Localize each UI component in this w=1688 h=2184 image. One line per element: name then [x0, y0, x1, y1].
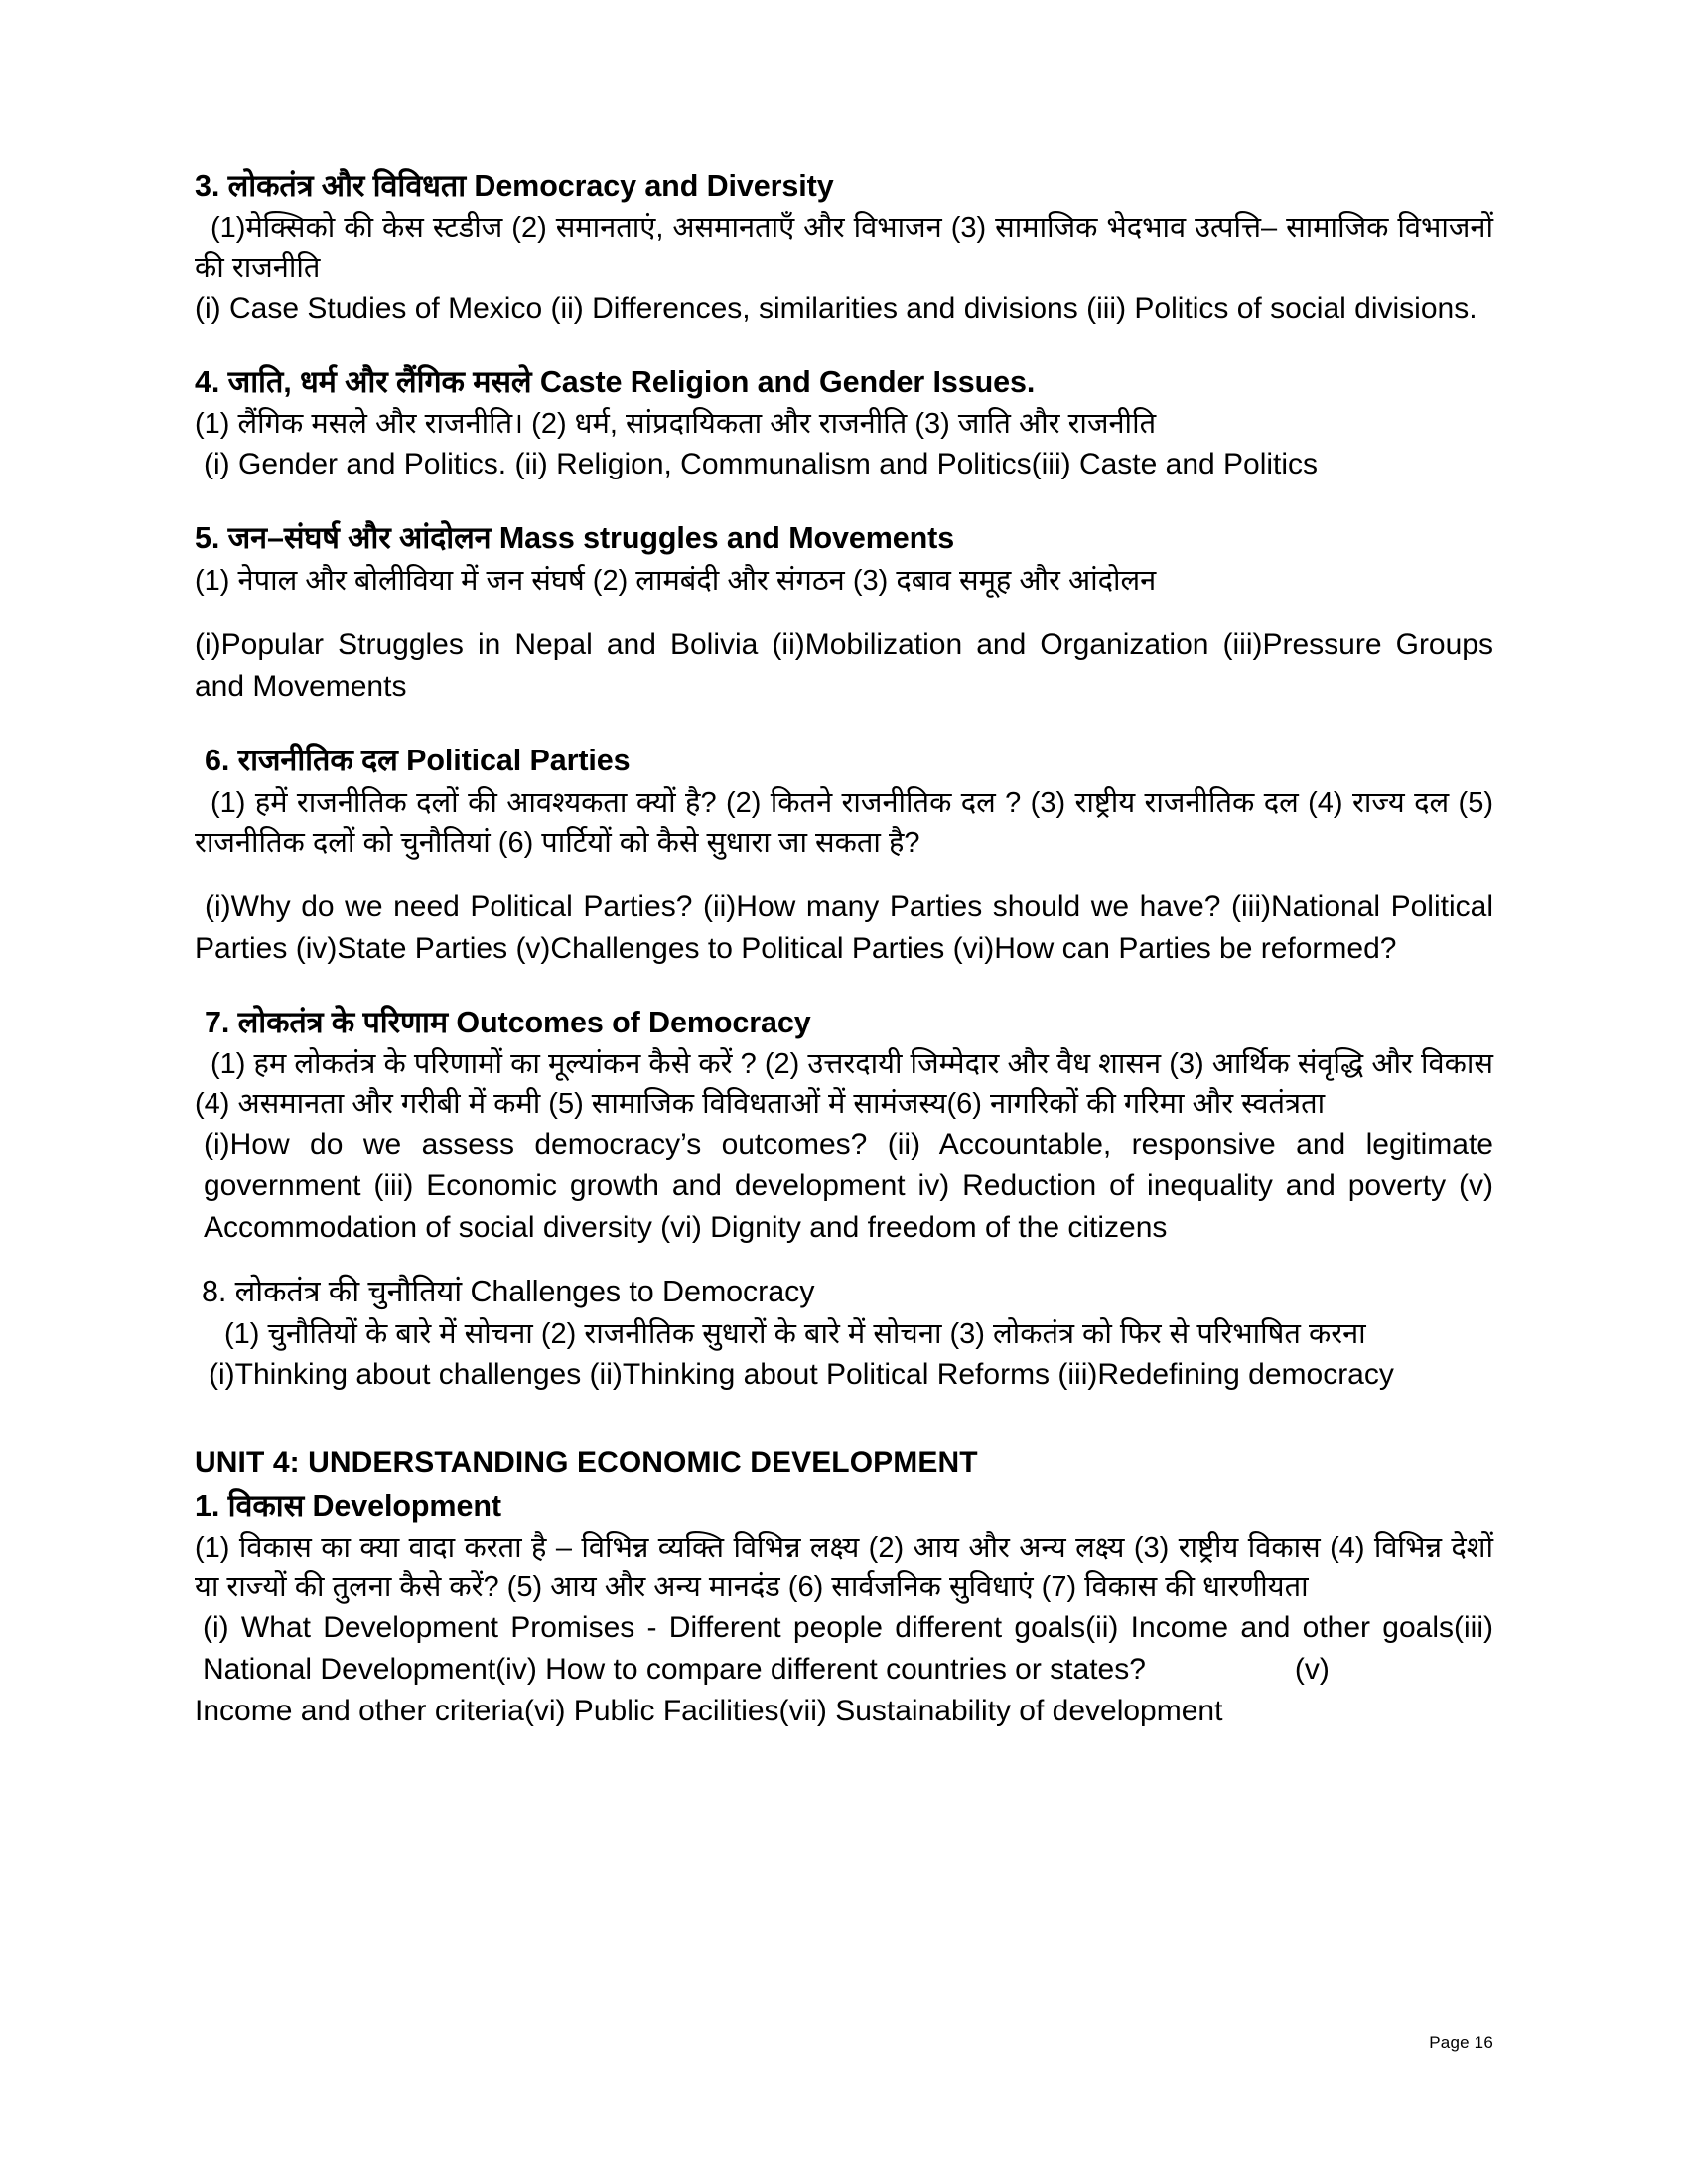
unit-4-section-1-english-part1 — [195, 1607, 1493, 1691]
section-3-english-topics: (i) Case Studies of Mexico (ii) Differences, similarities and divisions (iii) Politics of social divisions. — [195, 291, 1477, 325]
spacer — [195, 485, 1493, 519]
section-caste-religion-gender — [195, 363, 1493, 486]
section-4-hindi-topics: (1) लैंगिक मसले और राजनीति। (2) धर्म, सांप्रदायिकता और राजनीति (3) जाति और राजनीति — [195, 408, 1157, 441]
section-6-hindi-topics: (1) हमें राजनीतिक दलों की आवश्यकता क्यों है? (2) कितने राजनीतिक दल ? (3) राष्ट्रीय राजनीतिक दल (4) राज्य दल (5) राजनीतिक दलों को चुनौतियां (6) पार्टियों को कैसे सुधारा जा सकता है? — [195, 786, 1493, 859]
unit-4-section-heading-1: 1. विकास Development — [195, 1488, 501, 1523]
section-democracy-and-diversity — [195, 167, 1493, 330]
page-number-footer: Page 16 — [1429, 2033, 1493, 2052]
section-7-hindi-topics: (1) हम लोकतंत्र के परिणामों का मूल्यांकन कैसे करें ? (2) उत्तरदायी जिम्मेदार और वैध शासन (3) आर्थिक संवृद्धि और विकास (4) असमानता और गरीबी में कमी (5) सामाजिक विविधताओं में सामंजस्य(6) नागरिकों की गरिमा और स्वतंत्रता — [195, 1048, 1493, 1121]
section-7-english-topics: (i)How do we assess democracy’s outcomes? (ii) Accountable, responsive and legitimate government (iii) Economic growth and development iv) Reduction of inequality and poverty (v) Accommodation of social diversity (vi) Dignity and freedom of the citizens — [204, 1128, 1493, 1245]
section-8-english-topics: (i)Thinking about challenges (ii)Thinking about Political Reforms (iii)Redefining democracy — [209, 1357, 1394, 1391]
section-heading-5: 5. जन–संघर्ष और आंदोलन Mass struggles and Movements — [195, 521, 955, 556]
unit-4-title: UNIT 4: UNDERSTANDING ECONOMIC DEVELOPMENT — [195, 1445, 978, 1479]
spacer — [195, 970, 1493, 1004]
unit-4-section-1-english-part3: Income and other criteria(vi) Public Facilities(vii) Sustainability of development — [195, 1695, 1223, 1728]
spacer — [195, 1396, 1493, 1430]
english-part2-text: (v) — [1294, 1653, 1330, 1687]
section-5-english-topics: (i)Popular Struggles in Nepal and Bolivia (ii)Mobilization and Organization (iii)Pressure Groups and Movements — [195, 627, 1493, 703]
section-heading-4: 4. जाति, धर्म और लैंगिक मसले Caste Religion and Gender Issues. — [195, 364, 1036, 399]
section-6-english-topics: (i)Why do we need Political Parties? (ii)How many Parties should we have? (iii)National Political Parties (iv)State Parties (v)Challenges to Political Parties (vi)How can Parties be reformed? — [195, 889, 1493, 965]
spacer — [195, 601, 1493, 624]
spacer — [195, 330, 1493, 363]
section-heading-3: 3. लोकतंत्र और विविधता Democracy and Diversity — [195, 169, 834, 203]
section-5-hindi-topics: (1) नेपाल और बोलीविया में जन संघर्ष (2) लामबंदी और संगठन (3) दबाव समूह और आंदोलन — [195, 564, 1157, 597]
section-heading-8: 8. लोकतंत्र की चुनौतियां Challenges to Democracy — [202, 1275, 815, 1309]
section-political-parties — [195, 742, 1493, 970]
spacer — [195, 708, 1493, 742]
spacer — [195, 1430, 1493, 1443]
spacer — [195, 863, 1493, 887]
english-part1-text: (i) What Development Promises - Different people different goals(ii) Income and other goals(iii) National Development(iv) How to compare different countries or states? — [203, 1611, 1493, 1687]
page-content — [195, 167, 1493, 1732]
unit-4-block — [195, 1443, 1493, 1732]
spacer — [195, 1249, 1493, 1273]
unit-4-section-1-hindi-topics: (1) विकास का क्या वादा करता है – विभिन्न व्यक्ति विभिन्न लक्ष्य (2) आय और अन्य लक्ष्य (3) राष्ट्रीय विकास (4) विभिन्न देशों या राज्यों की तुलना कैसे करें? (5) आय और अन्य मानदंड (6) सार्वजनिक सुविधाएं (7) विकास की धारणीयता — [195, 1532, 1493, 1604]
section-3-hindi-topics: (1)मेक्सिको की केस स्टडीज (2) समानताएं, असमानताएँ और विभाजन (3) सामाजिक भेदभाव उत्पत्ति– सामाजिक विभाजनों की राजनीति — [195, 211, 1493, 284]
section-4-english-topics: (i) Gender and Politics. (ii) Religion, Communalism and Politics(iii) Caste and Politics — [204, 448, 1319, 481]
section-challenges-to-democracy — [195, 1273, 1493, 1396]
section-outcomes-of-democracy — [195, 1004, 1493, 1250]
section-8-hindi-topics: (1) चुनौतियों के बारे में सोचना (2) राजनीतिक सुधारों के बारे में सोचना (3) लोकतंत्र को फिर से परिभाषित करना — [224, 1317, 1366, 1350]
section-heading-7: 7. लोकतंत्र के परिणाम Outcomes of Democracy — [205, 1005, 811, 1039]
section-mass-struggles-movements — [195, 519, 1493, 708]
section-heading-6: 6. राजनीतिक दल Political Parties — [205, 743, 631, 777]
